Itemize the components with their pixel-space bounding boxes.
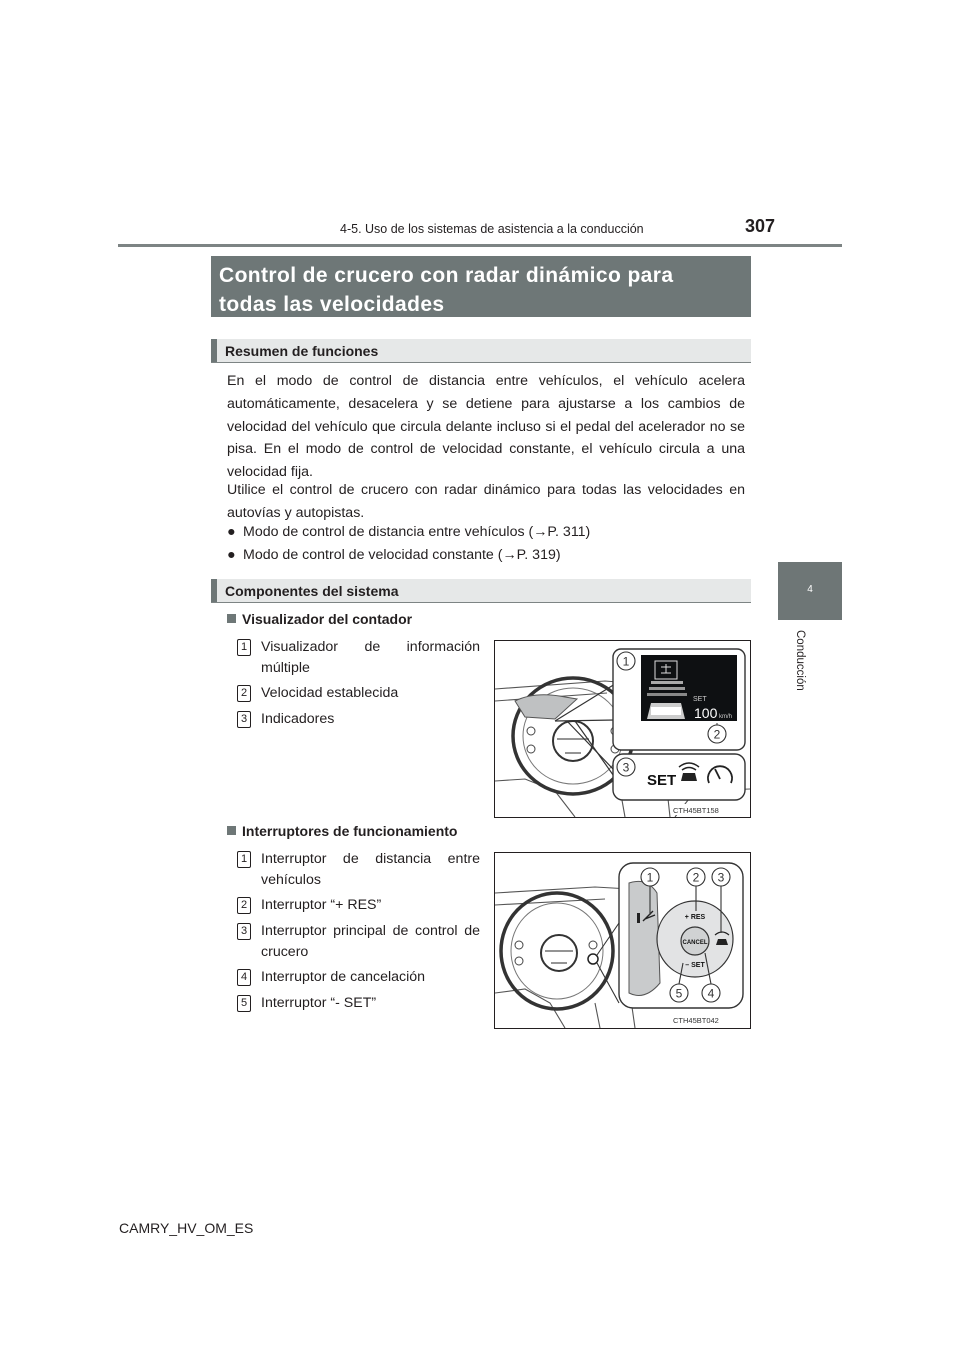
paragraph-resumen-1: En el modo de control de distancia entre vehículos, el vehículo acelera automáticamente, desacelera y se detiene para ajustarse a los cambios de velocidad del vehículo que circula delante incluso si el pedal del acelerador no se pisa. En el modo de control de velocidad constante, el vehículo circula a una velocidad fija. [227,373,745,481]
bullet-text: Modo de control de distancia entre vehículos (→P. 311) [243,524,591,540]
chapter-tab [778,562,842,620]
set-switch-label: – SET [685,962,705,969]
page-title-line2: todas las velocidades [219,293,445,316]
set-indicator-label: SET [647,772,677,789]
callout-1: 1 [646,870,654,885]
cancel-switch-label: CANCEL [682,940,708,946]
figure-code: CTH45BT158 [673,806,719,815]
section-interruptores-title: Interruptores de funcionamiento [242,823,458,839]
header-section-title: 4-5. Uso de los sistemas de asistencia a la conducción [340,222,644,236]
list-item: 1 Interruptor de distancia entre vehículos [237,849,480,891]
subheading-resumen-label: Resumen de funciones [225,343,379,359]
speed-unit: km/h [719,714,733,720]
page-title-line1: Control de crucero con radar dinámico para [219,264,674,287]
page-title [211,256,751,317]
footer-doc-code: CAMRY_HV_OM_ES [119,1220,254,1236]
list-item: 2 Interruptor “+ RES” [237,895,480,916]
subheading-resumen [211,339,751,363]
list-item: 1 Visualizador de información múltiple [237,637,480,679]
figure-code: CTH45BT042 [673,1016,719,1025]
list-item: 3 Interruptor principal de control de crucero [237,921,480,963]
set-label: SET [693,696,707,703]
callout-2: 2 [692,870,700,885]
res-switch-label: + RES [684,914,706,921]
figure-meter-display [494,640,751,818]
chapter-label: Conducción [794,630,806,691]
callout-5: 5 [675,986,683,1001]
section-visualizador [227,611,412,627]
subheading-componentes-label: Componentes del sistema [225,583,399,599]
callout-3: 3 [717,870,725,885]
callout-2: 2 [713,727,721,742]
bullet-text: Modo de control de velocidad constante (→P. 319) [243,547,561,563]
callout-4: 4 [707,986,715,1001]
callout-1: 1 [622,654,630,669]
bullet-item: ● Modo de control de distancia entre vehículos (→P. 311) [227,524,591,540]
bullet-item: ● Modo de control de velocidad constante (→P. 319) [227,547,561,563]
chapter-number: 4 [807,584,813,595]
section-interruptores [227,823,457,839]
figure-operation-switches [494,852,751,1029]
list-item: 4 Interruptor de cancelación [237,967,480,988]
header-rule [118,244,842,247]
paragraph-resumen-2: Utilice el control de crucero con radar dinámico para todas las velocidades en autovías y autopistas. [227,482,745,521]
list-item: 2 Velocidad establecida [237,683,480,704]
page-number: 307 [745,216,776,236]
callout-3: 3 [622,760,630,775]
list-item: 3 Indicadores [237,709,480,730]
list-item: 5 Interruptor “- SET” [237,993,480,1014]
subheading-componentes [211,579,751,603]
section-visualizador-title: Visualizador del contador [242,611,413,627]
set-speed-value: 100 [694,705,718,721]
